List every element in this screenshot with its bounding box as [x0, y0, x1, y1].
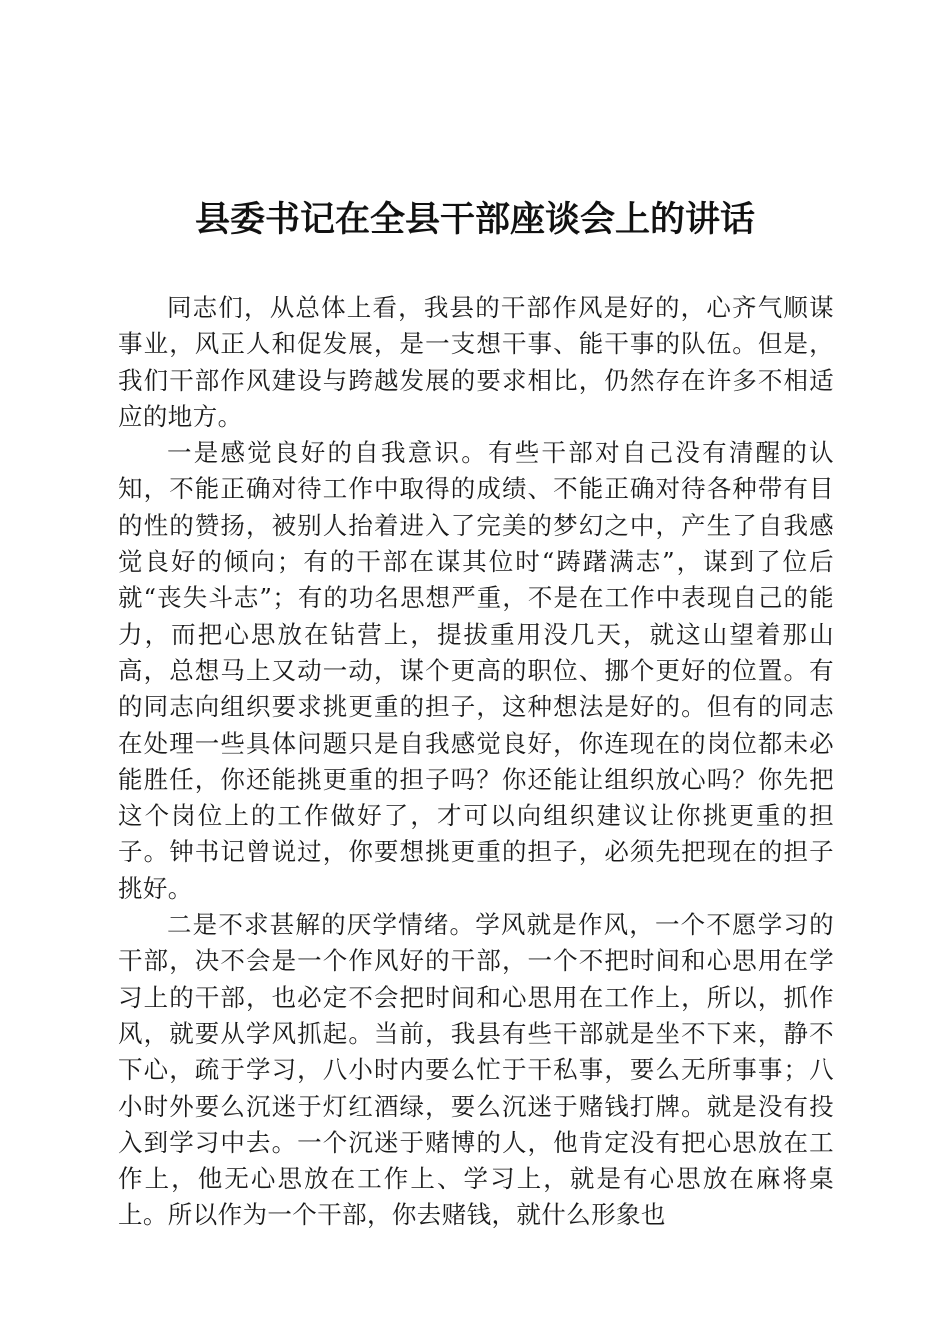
paragraph-point-two: 二是不求甚解的厌学情绪。学风就是作风，一个不愿学习的干部，决不会是一个作风好的干部，一个不把时间和心思用在学习上的干部，也必定不会把时间和心思用在工作上，所以，抓作风，就要从学风抓起。当前，我县有些干部就是坐不下来，静不下心，疏于学习，八小时内要么忙于干私事，要么无所事事；八小时外要么沉迷于灯红酒绿，要么沉迷于赌钱打牌。就是没有投入到学习中去。一个沉迷于赌博的人，他肯定没有把心思放在工作上，他无心思放在工作上、学习上，就是有心思放在麻将桌上。所以作为一个干部，你去赌钱，就什么形象也	[118, 910, 834, 1230]
document-title: 县委书记在全县干部座谈会上的讲话	[194, 199, 755, 240]
document-body	[118, 290, 834, 1234]
paragraph-intro: 同志们，从总体上看，我县的干部作风是好的，心齐气顺谋事业，风正人和促发展，是一支想干事、能干事的队伍。但是，我们干部作风建设与跨越发展的要求相比，仍然存在许多不相适应的地方。	[118, 293, 834, 431]
paragraph-point-one: 一是感觉良好的自我意识。有些干部对自己没有清醒的认知，不能正确对待工作中取得的成绩、不能正确对待各种带有目的性的赞扬，被别人抬着进入了完美的梦幻之中，产生了自我感觉良好的倾向；有的干部在谋其位时“踌躇满志”，谋到了位后就“丧失斗志”；有的功名思想严重，不是在工作中表现自己的能力，而把心思放在钻营上，提拔重用没几天，就这山望着那山高，总想马上又动一动，谋个更高的职位、挪个更好的位置。有的同志向组织要求挑更重的担子，这种想法是好的。但有的同志在处理一些具体问题只是自我感觉良好，你连现在的岗位都未必能胜任，你还能挑更重的担子吗？你还能让组织放心吗？你先把这个岗位上的工作做好了，才可以向组织建议让你挑更重的担子。钟书记曾说过，你要想挑更重的担子，必须先把现在的担子挑好。	[118, 438, 834, 903]
